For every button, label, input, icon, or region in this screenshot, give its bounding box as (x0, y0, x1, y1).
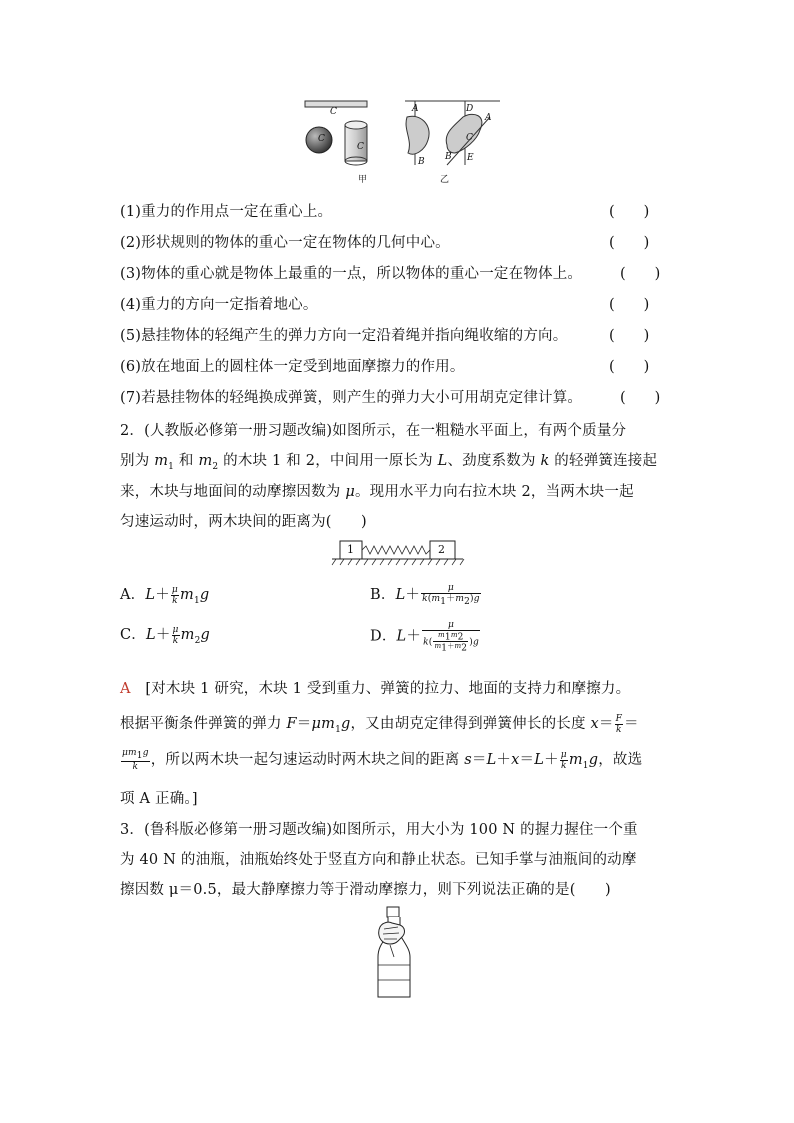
q2-solution-line-1: A [对木块 1 研究，木块 1 受到重力、弹簧的拉力、地面的支持力和摩擦力。 (120, 681, 631, 697)
answer-blank: ( ) (620, 266, 661, 282)
bar-center-label: C (330, 107, 337, 117)
answer-blank: ( ) (609, 235, 650, 251)
option-d: D．L＋ μ k( $\frac{m_1m_2}{m_1+m_2}$ )g (370, 620, 479, 654)
answer-blank: ( ) (609, 204, 650, 220)
answer-letter: A (120, 681, 131, 697)
statement-text: (3)物体的重心就是物体上最重的一点，所以物体的重心一定在物体上。 (120, 266, 583, 282)
statement-text: (6)放在地面上的圆柱体一定受到地面摩擦力的作用。 (120, 359, 465, 375)
q2-line-3: 来，木块与地面间的动摩擦因数为 μ。现用水平力向右拉木块 2，当两木块一起 (120, 484, 634, 500)
statement-text: (1)重力的作用点一定在重心上。 (120, 204, 333, 220)
answer-blank: ( ) (609, 359, 650, 375)
q2-solution-line-3: $\frac{\mu m_1g}{k}$ ，所以两木块一起匀速运动时两木块之间的距离 s＝L＋x＝L＋ $\frac{\mu}{k}$ $m_1g$，故选 (122, 748, 643, 772)
hand-bottle-figure (370, 905, 420, 1000)
point-d: D (466, 104, 474, 114)
figure-label-yi: 乙 (440, 175, 450, 185)
block-1-label: 1 (347, 543, 354, 556)
q2-line-1: 2．(人教版必修第一册习题改编)如图所示，在一粗糙水平面上，有两个质量分 (120, 423, 627, 439)
q2-solution-line-2: 根据平衡条件弹簧的弹力 $F=\mu m_1g$，又由胡克定律得到弹簧伸长的长度 x＝ $\frac{F}{k}$ ＝ (120, 713, 639, 735)
option-c: C．L＋ $\frac{\mu}{k}$ $m_2g$ (120, 624, 210, 646)
statement-text: (7)若悬挂物体的轻绳换成弹簧，则产生的弹力大小可用胡克定律计算。 (120, 390, 583, 406)
gravity-center-figure (295, 95, 510, 190)
point-b-left: B (418, 157, 425, 167)
cylinder-center-label: C (357, 142, 364, 152)
answer-blank: ( ) (609, 328, 650, 344)
option-a: A．L＋ $\frac{\mu}{k}$ $m_1g$ (120, 584, 210, 606)
statement-text: (2)形状规则的物体的重心一定在物体的几何中心。 (120, 235, 450, 251)
q3-line-2: 为 40 N 的油瓶，油瓶始终处于竖直方向和静止状态。已知手掌与油瓶间的动摩 (120, 852, 637, 868)
point-a-left: A (412, 104, 419, 114)
block-2-label: 2 (438, 543, 445, 556)
statement-text: (5)悬挂物体的轻绳产生的弹力方向一定沿着绳并指向绳收缩的方向。 (120, 328, 568, 344)
figure-label-jia: 甲 (358, 175, 368, 185)
q2-line-2: 别为 $m_1$ 和 $m_2$ 的木块 1 和 2，中间用一原长为 L、劲度系数为 k 的轻弹簧连接起 (120, 453, 658, 472)
q2-line-4: 匀速运动时，两木块间的距离为( ) (120, 514, 367, 530)
q2-solution-line-4: 项 A 正确。] (120, 791, 198, 807)
q3-line-1: 3．(鲁科版必修第一册习题改编)如图所示，用大小为 100 N 的握力握住一个重 (120, 822, 638, 838)
answer-blank: ( ) (609, 297, 650, 313)
option-b: B．L＋ $\frac{\mu}{k(m_1+m_2)g}$ (370, 583, 480, 607)
answer-blank: ( ) (620, 390, 661, 406)
point-c-right: C (466, 133, 473, 143)
point-a-right: A (485, 113, 492, 123)
point-b-right: B (445, 152, 452, 162)
sphere-center-label: C (318, 134, 325, 144)
q3-line-3: 擦因数 μ＝0.5，最大静摩擦力等于滑动摩擦力，则下列说法正确的是( ) (120, 882, 611, 898)
point-e: E (467, 153, 474, 163)
statement-text: (4)重力的方向一定指着地心。 (120, 297, 318, 313)
